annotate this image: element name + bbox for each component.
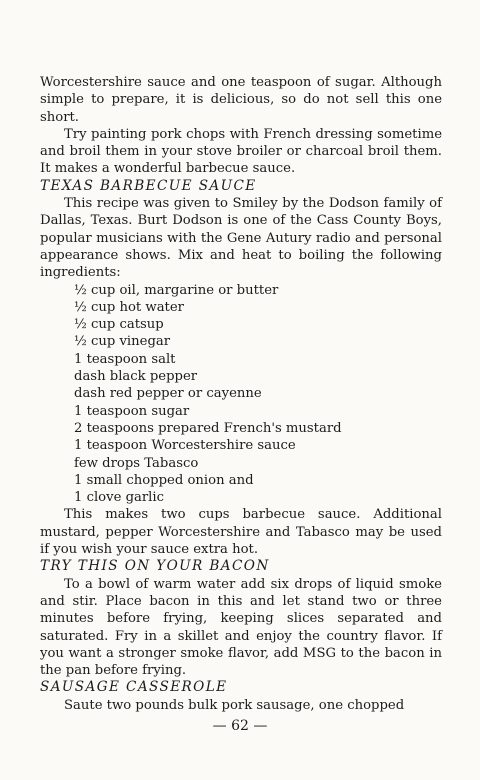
paragraph-sausage: Saute two pounds bulk pork sausage, one chopped bbox=[64, 697, 405, 713]
paragraph-bacon: To a bowl of warm water add six drops of liquid smoke and stir. Place bacon in this and let stand two or three minutes before frying, keeping slices separated and saturated. Fry in a skillet and enjoy the country flavor. If you want a stronger smoke flavor, add MSG to the bacon in the pan before frying. bbox=[40, 576, 442, 679]
ingredient-list bbox=[74, 282, 442, 507]
ingredient-item: 1 clove garlic bbox=[74, 490, 165, 506]
heading-try-this-on-your-bacon: TRY THIS ON YOUR BACON bbox=[40, 558, 270, 575]
ingredient-item: 1 teaspoon Worcestershire sauce bbox=[74, 438, 296, 454]
paragraph-recipe-intro: This recipe was given to Smiley by the Dodson family of Dallas, Texas. Burt Dodson is one of the Cass County Boys, popular musicians with the Gene Autury radio and personal appearance shows. Mix and heat to boiling the following ingredients: bbox=[40, 196, 442, 281]
page-number: — 62 — bbox=[212, 718, 268, 734]
ingredient-item: dash red pepper or cayenne bbox=[74, 386, 262, 402]
ingredient-item: ½ cup vinegar bbox=[74, 334, 171, 350]
paragraph-continued: Worcestershire sauce and one teaspoon of sugar. Although simple to prepare, it is delicious, so do not sell this one short. bbox=[40, 75, 442, 125]
heading-texas-barbecue-sauce: TEXAS BARBECUE SAUCE bbox=[40, 177, 257, 194]
ingredient-item: ½ cup hot water bbox=[74, 299, 184, 315]
ingredient-item: dash black pepper bbox=[74, 369, 198, 385]
page-text bbox=[40, 74, 442, 714]
ingredient-item: 1 small chopped onion and bbox=[74, 472, 254, 488]
ingredient-item: ½ cup catsup bbox=[74, 317, 164, 333]
ingredient-item: 1 teaspoon sugar bbox=[74, 403, 190, 419]
paragraph-pork-chops: Try painting pork chops with French dressing sometime and broil them in your stove broiler or charcoal broil them. It makes a wonderful barbecue sauce. bbox=[40, 126, 442, 177]
ingredient-item: few drops Tabasco bbox=[74, 455, 199, 471]
paragraph-sauce-note: This makes two cups barbecue sauce. Additional mustard, pepper Worcestershire and Tabasco may be used if you wish your sauce extra hot. bbox=[40, 507, 442, 558]
ingredient-item: ½ cup oil, margarine or butter bbox=[74, 282, 279, 298]
ingredient-item: 2 teaspoons prepared French's mustard bbox=[74, 420, 342, 436]
ingredient-item: 1 teaspoon salt bbox=[74, 351, 176, 367]
heading-sausage-casserole: SAUSAGE CASSEROLE bbox=[40, 679, 228, 696]
